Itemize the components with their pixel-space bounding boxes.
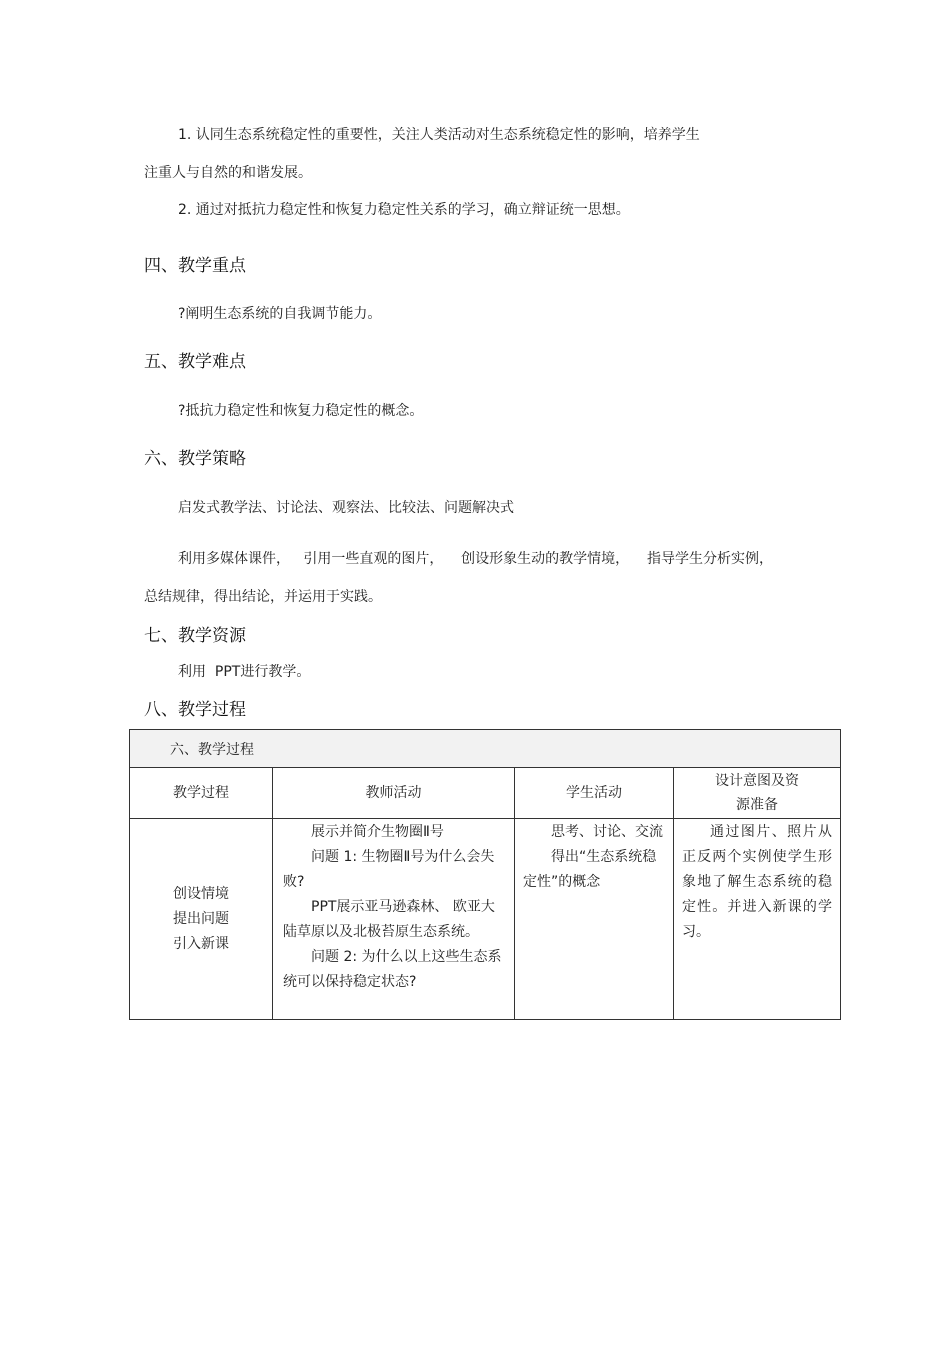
section-heading-key-points: 四、教学重点	[144, 256, 246, 276]
key-points-text: ?阐明生态系统的自我调节能力。	[178, 306, 382, 322]
strategy-description-line-1: 利用多媒体课件， 引用一些直观的图片， 创设形象生动的教学情境， 指导学生分析实例，	[178, 551, 773, 567]
table-row	[130, 819, 841, 1020]
resources-text: 利用 PPT进行教学。	[178, 664, 311, 680]
table-caption-row	[130, 730, 841, 768]
header-design-line-1: 设计意图及资	[715, 773, 799, 789]
table-caption: 六、教学过程	[130, 730, 841, 768]
teaching-process-table	[129, 729, 841, 1020]
section-heading-strategy: 六、教学策略	[144, 449, 246, 469]
header-design-line-2: 源准备	[736, 797, 778, 813]
section-heading-process: 八、教学过程	[144, 700, 246, 720]
strategy-methods-text: 启发式教学法、讨论法、观察法、比较法、问题解决式	[178, 500, 514, 516]
goal-item-2: 2. 通过对抵抗力稳定性和恢复力稳定性关系的学习，确立辩证统一思想。	[178, 202, 630, 218]
section-heading-resources: 七、教学资源	[144, 626, 246, 646]
stage-line-2: 提出问题	[173, 910, 229, 927]
teacher-activity-paragraph: PPT展示亚马逊森林、 欧亚大陆草原以及北极苔原生态系统。	[283, 899, 495, 940]
strategy-description-line-2: 总结规律，得出结论，并运用于实践。	[144, 589, 382, 605]
header-design-intent	[674, 768, 841, 819]
design-intent-paragraph: 通过图片、照片从正反两个实例使学生形象地了解生态系统的稳定性。并进入新课的学习。	[682, 824, 832, 940]
section-heading-difficulties: 五、教学难点	[144, 352, 246, 372]
teacher-activity-paragraph: 展示并简介生物圈Ⅱ号	[311, 824, 444, 840]
stage-line-1: 创设情境	[173, 885, 229, 902]
teacher-activity-paragraph: 问题 2: 为什么以上这些生态系统可以保持稳定状态?	[283, 949, 502, 990]
student-activity-paragraph: 得出“生态系统稳定性”的概念	[523, 849, 657, 890]
design-intent-cell	[674, 819, 841, 1020]
table-header-row	[130, 768, 841, 819]
difficulties-text: ?抵抗力稳定性和恢复力稳定性的概念。	[178, 403, 424, 419]
goal-item-1-line-2: 注重人与自然的和谐发展。	[144, 165, 312, 181]
header-teacher-activity: 教师活动	[273, 768, 515, 819]
goal-item-1-line-1: 1. 认同生态系统稳定性的重要性，关注人类活动对生态系统稳定性的影响，培养学生	[178, 127, 700, 143]
teacher-activity-paragraph: 问题 1: 生物圈Ⅱ号为什么会失败?	[283, 849, 495, 890]
teacher-activity-cell	[273, 819, 515, 1020]
stage-line-3: 引入新课	[173, 935, 229, 952]
stage-cell	[130, 819, 273, 1020]
header-student-activity: 学生活动	[515, 768, 674, 819]
student-activity-paragraph: 思考、讨论、交流	[551, 824, 663, 840]
header-stage: 教学过程	[130, 768, 273, 819]
student-activity-cell	[515, 819, 674, 1020]
